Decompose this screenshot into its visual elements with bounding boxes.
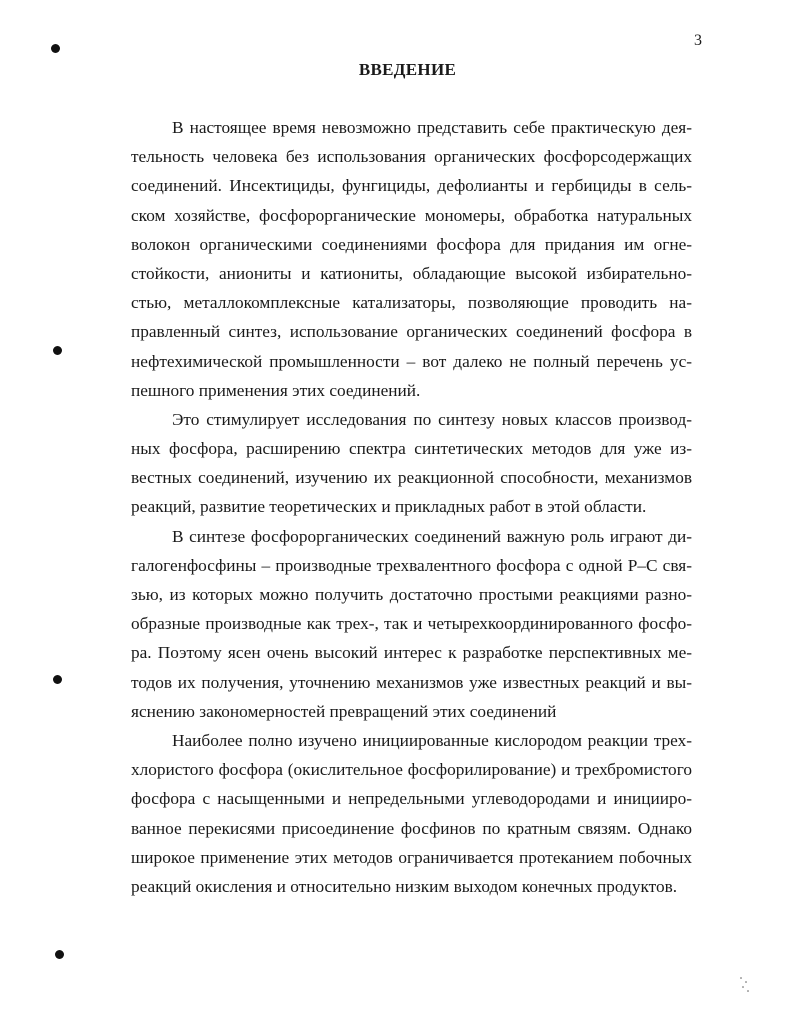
text-line: реакций, развитие теоретических и прикладных работ в этой области. [131,497,647,517]
text-line: яснению закономерностей превращений этих соединений [131,701,557,721]
text-line: ра. Поэтому ясен очень высокий интерес к разработке перспективных ме- [131,643,692,663]
text-line: фосфора с насыщенными и непредельными углеводородами и иницииро- [131,789,692,809]
text-line: вестных соединений, изучению их реакционной способности, механизмов [131,468,692,488]
text-line: хлористого фосфора (окислительное фосфорилирование) и трехбромистого [131,760,692,780]
text-line: правленный синтез, использование органических соединений фосфора в [131,322,692,342]
text-line: Это стимулирует исследования по синтезу новых классов производ- [172,409,692,429]
paragraph [131,522,692,726]
page-number: 3 [694,32,702,49]
text-line: образные производные как трех-, так и четырехкоординированного фосфо- [131,614,692,634]
text-line: В синтезе фосфорорганических соединений важную роль играют ди- [172,526,692,546]
paragraph [131,405,692,522]
text-line: пешного применения этих соединений. [131,380,421,400]
text-line: ванное перекисями присоединение фосфинов по кратным связям. Однако [131,818,692,838]
text-line: стью, металлокомплексные катализаторы, позволяющие проводить на- [131,293,692,313]
text-line: нефтехимической промышленности – вот далеко не полный перечень ус- [131,351,692,371]
text-line: волокон органическими соединениями фосфора для придания им огне- [131,234,692,254]
binder-hole-mark [51,44,60,53]
text-line: реакций окисления и относительно низким выходом конечных продуктов. [131,876,678,896]
binder-hole-mark [53,675,62,684]
body-text [131,113,692,901]
binder-hole-mark [55,950,64,959]
text-line: зью, из которых можно получить достаточно простыми реакциями разно- [131,585,692,604]
text-line: В настоящее время невозможно представить себе практическую дея- [172,118,692,137]
text-line: ском хозяйстве, фосфорорганические мономеры, обработка натуральных [131,205,692,225]
text-line: широкое применение этих методов ограничивается протеканием побочных [131,847,692,867]
text-line: ных фосфора, расширению спектра синтетических методов для уже из- [131,439,692,459]
text-line: стойкости, аниониты и катиониты, обладающие высокой избирательно- [131,263,692,283]
text-line: тодов их получения, уточнению механизмов уже известных реакций и вы- [131,672,692,692]
text-line: тельность человека без использования органических фосфорсодержащих [131,147,692,167]
page-title: ВВЕДЕНИЕ [358,60,457,79]
text-line: галогенфосфины – производные трехвалентного фосфора с одной Р–С свя- [131,555,692,575]
paragraph [131,113,692,405]
binder-hole-mark [53,346,62,355]
paragraph [131,726,692,901]
scan-noise [738,975,750,995]
text-line: соединений. Инсектициды, фунгициды, дефолианты и гербициды в сель- [131,176,692,196]
text-line: Наиболее полно изучено инициированные кислородом реакции трех- [172,730,692,750]
